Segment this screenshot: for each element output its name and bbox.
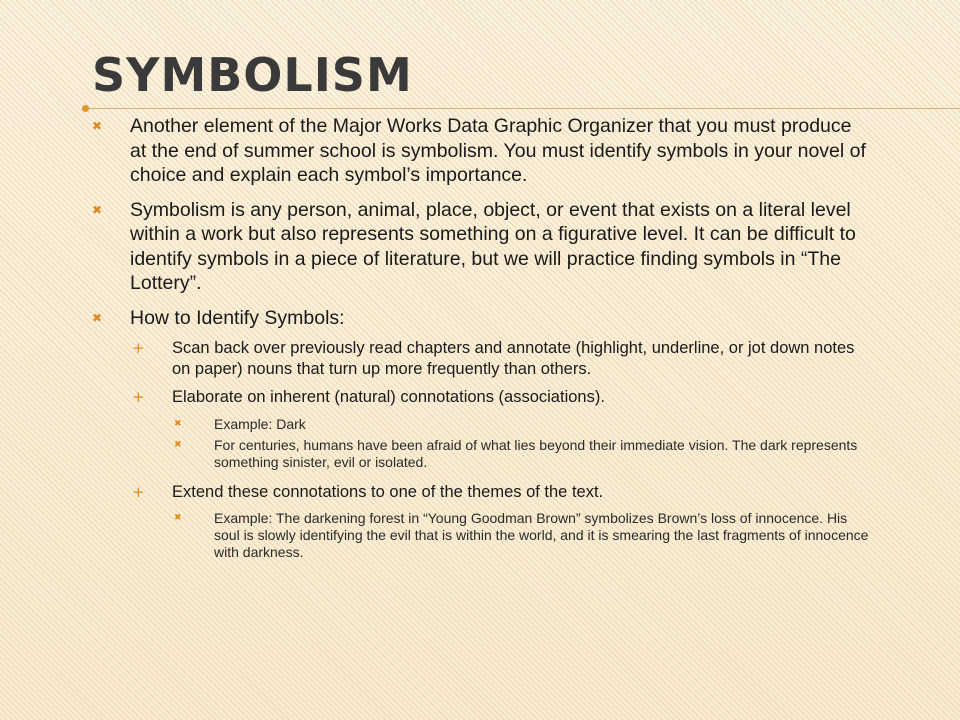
bullet-text: Another element of the Major Works Data Graphic Organizer that you must produce at the end of summer school is symbolism. You must identify symbols in your novel of choice and explain each symbol’s importance. — [130, 115, 866, 186]
sub-bullet-item — [92, 387, 872, 408]
sub-sub-bullet-text: Example: Dark — [214, 415, 306, 432]
slide-title: SYMBOLISM — [92, 48, 413, 102]
sub-bullet-text: Scan back over previously read chapters and annotate (highlight, underline, or jot down notes on paper) nouns that turn up more frequently than others. — [172, 339, 855, 378]
sub-sub-bullet-item — [92, 510, 872, 561]
plus-bullet-icon: + — [132, 482, 145, 501]
x-mark-bullet-icon: ✖ — [174, 513, 182, 523]
title-accent-dot — [82, 105, 89, 112]
x-mark-bullet-icon: ✖ — [92, 202, 103, 217]
sub-bullet-item — [92, 338, 872, 379]
sub-sub-bullet-text: For centuries, humans have been afraid of what lies beyond their immediate vision. The dark represents something sinister, evil or isolated. — [214, 436, 858, 470]
bullet-item — [92, 114, 872, 188]
plus-bullet-icon: + — [132, 339, 145, 357]
plus-bullet-icon: + — [132, 388, 145, 406]
x-mark-bullet-icon: ✖ — [92, 310, 103, 325]
bullet-item — [92, 198, 872, 296]
x-mark-bullet-icon: ✖ — [174, 418, 182, 429]
sub-bullet-text: Extend these connotations to one of the themes of the text. — [172, 482, 604, 501]
sub-bullet-item — [92, 482, 872, 503]
bullet-text: How to Identify Symbols: — [130, 306, 345, 329]
bullet-text: Symbolism is any person, animal, place, object, or event that exists on a literal level within a work but also represents something on a figurative level. It can be difficult to identify symbols in a piece of literature, but we will practice finding symbols in “The Lottery”. — [130, 198, 856, 294]
slide-body — [92, 114, 872, 565]
sub-sub-bullet-item — [92, 416, 872, 433]
sub-bullet-text: Elaborate on inherent (natural) connotations (associations). — [172, 388, 605, 406]
x-mark-bullet-icon: ✖ — [174, 439, 182, 450]
sub-sub-bullet-text: Example: The darkening forest in “Young Goodman Brown” symbolizes Brown’s loss of innocence. His soul is slowly identifying the evil that is within the world, and it is smearing the last fragments of innocence with darkness. — [214, 510, 869, 560]
x-mark-bullet-icon: ✖ — [92, 119, 103, 133]
bullet-item — [92, 306, 872, 331]
sub-sub-bullet-item — [92, 437, 872, 471]
title-divider — [88, 108, 960, 109]
